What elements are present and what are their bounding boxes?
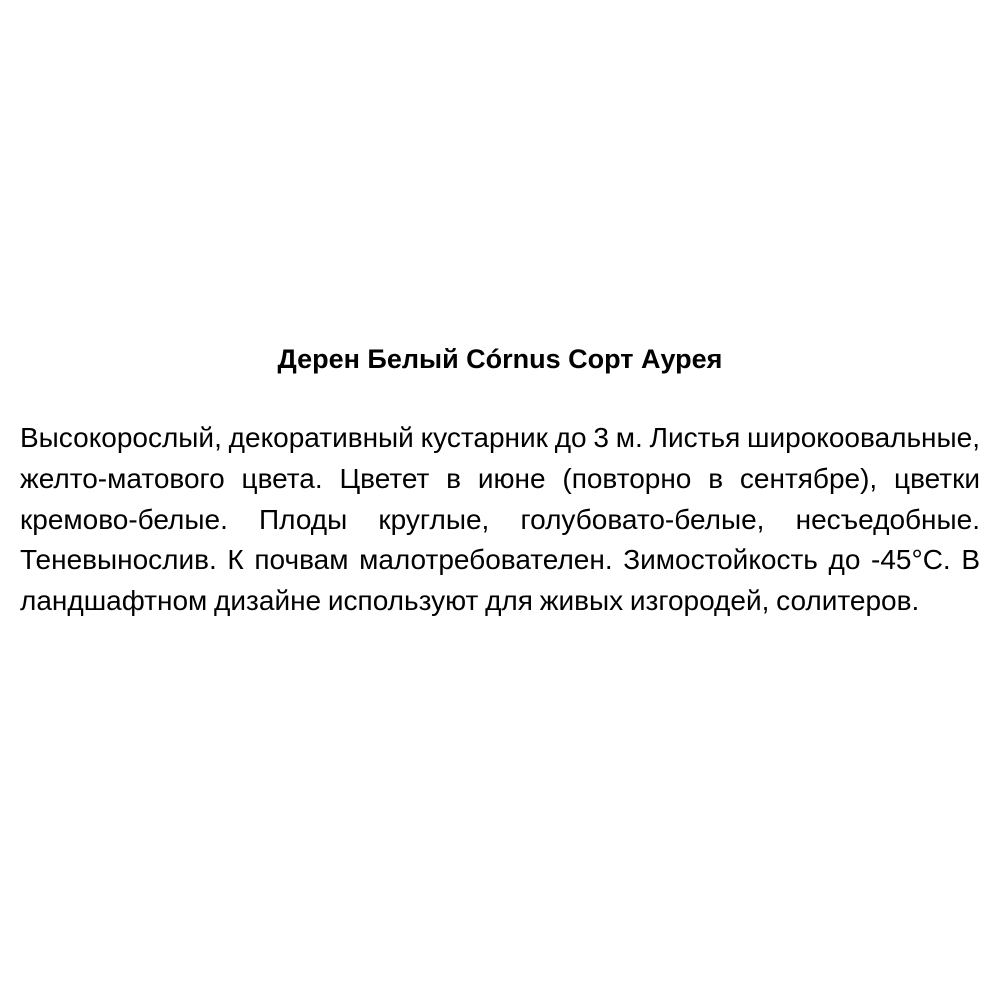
product-description: Высокорослый, декоративный кустарник до 3 м. Листья широкоовальные, желто-матового цвета. Цветет в июне (повторно в сентябре), цветки кремово-белые. Плоды круглые, голубовато-белые, несъедобные. Теневынослив. К почвам малотребователен. Зимостойкость до -45°C. В ландшафтном дизайне используют для живых изгородей, солитеров. (20, 422, 980, 617)
product-title: Дерен Белый Córnus Сорт Аурея (277, 344, 723, 374)
